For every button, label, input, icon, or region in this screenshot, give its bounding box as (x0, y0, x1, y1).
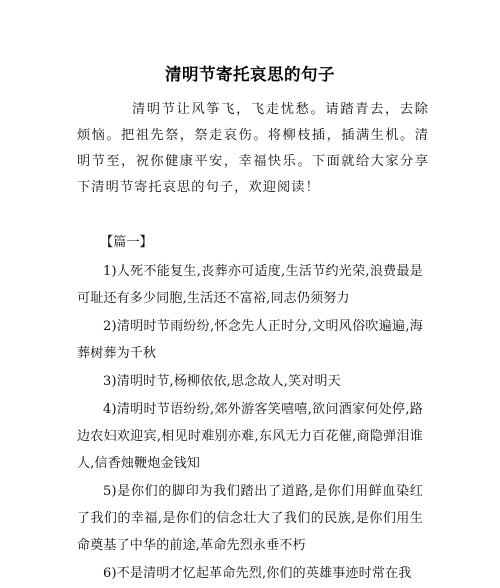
entry-6: 6)不是清明才忆起革命先烈,你们的英雄事迹时常在我 (103, 566, 412, 581)
entry-3: 3)清明时节,杨柳依依,思念故人,笑对明天 (103, 374, 341, 389)
entry-5: 5)是你们的脚印为我们踏出了道路,是你们用鲜血染红了我们的幸福,是你们的信念壮大了我们的民族,是你们用生命奠基了中华的前途,革命先烈永垂不朽 (77, 484, 423, 553)
entry-4: 4)清明时节语纷纷,郊外游客笑嘻嘻,欲问酒家何处停,路边农妇欢迎宾,相见时难别亦难,东风无力百花催,商隐弹泪谁人,信香烛鞭炮金钱知 (77, 402, 423, 471)
entry-2: 2)清明时节雨纷纷,怀念先人正时分,文明风俗吹遍遍,海葬树葬为千秋 (77, 319, 423, 361)
entry-1: 1)人死不能复生,丧葬亦可适度,生活节约光荣,浪费最是可耻还有多少同胞,生活还不富裕,同志仍须努力 (77, 264, 423, 306)
section-heading: 【篇一】 (100, 235, 153, 250)
intro-paragraph: 清明节让风筝飞，飞走忧愁。请踏青去，去除烦恼。把祖先祭，祭走哀伤。将柳枝插，插满生机。清明节至，祝你健康平安，幸福快乐。下面就给大家分享下清明节寄托哀思的句子，欢迎阅读！ (77, 102, 429, 195)
article-title: 清明节寄托哀思的句子 (165, 65, 335, 84)
entry-list (77, 258, 423, 588)
